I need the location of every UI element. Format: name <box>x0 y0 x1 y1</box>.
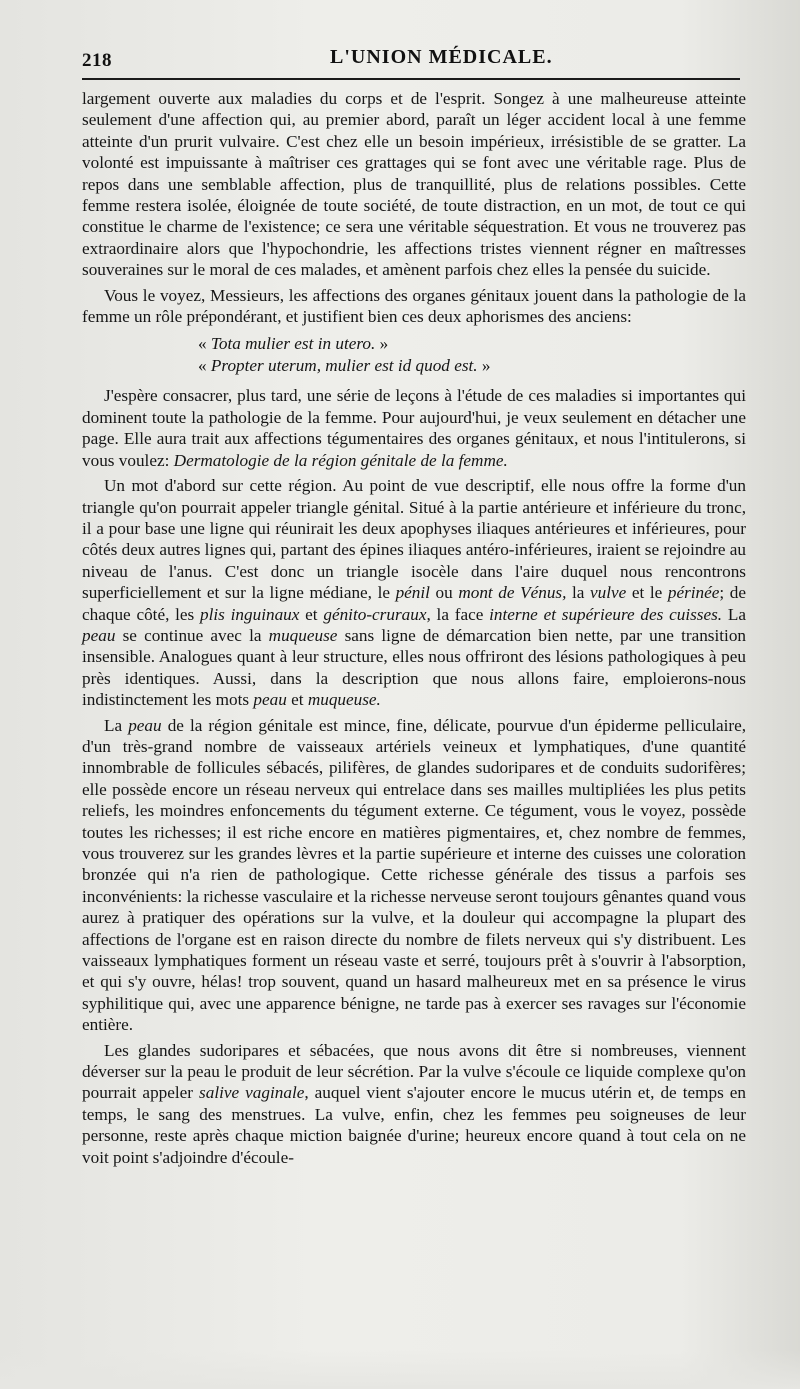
term-genito-cruraux: génito-cruraux <box>323 604 427 624</box>
quote-open-mark: « <box>198 356 207 376</box>
text-run: la <box>572 583 585 603</box>
aphorism-2-text: Propter uterum, mulier est id quod est. <box>210 356 478 376</box>
text-run: de la région génitale est mince, fine, délicate, pourvue d'un épiderme pelliculaire, d'un très-grand nombre de vaisseaux artériels veineux et lymphatiques, d'une quantité innombrable de follicules sébacés, pilifères, de glandes sudoripares et de conduits sudorifères; elle possède encore un réseau nerveux qui entrelace dans ses mailles multipliées les plus petits reliefs, les moindres enfoncements du tégument externe. Ce tégument, vous le voyez, possède toutes les richesses; il est riche encore en matières pigmentaires, et, chez nombre de femmes, vous trouverez sur les grandes lèvres et la partie supérieure et interne des cuisses une coloration bronzée qui n'a rien de pathologique. Cette richesse générale des tissus a parfois ses inconvénients: la richesse vasculaire et la richesse nerveuse seront toujours gênantes quand vous aurez à pratiquer des opérations sur la vulve, et la douleur qui accompagne la plupart des affections de l'organe est en raison directe du nombre de filets nerveux qui s'y distribuent. Les vaisseaux lymphatiques forment un réseau vaste et serré, toujours prêt à s'ouvrir à l'absorption, et qui s'y ouvre, hélas! trop souvent, quand un hasard malheureux met en sa présence le virus syphilitique qui, avec une apparence bénigne, ne tarde pas à exercer ses ravages sur l'économie entière. <box>82 715 747 1035</box>
aphorism-2 <box>198 355 746 377</box>
quote-close-mark: » <box>379 334 389 354</box>
text-run: ou <box>435 583 453 603</box>
paragraph-2: Vous le voyez, Messieurs, les affections des organes génitaux jouent dans la pathologie de la femme un rôle prépondérant, et justifient bien ces deux aphorismes des anciens: <box>82 285 746 327</box>
paragraph-4 <box>82 475 746 710</box>
term-penil: pénil <box>395 583 430 603</box>
aphorisms-quote <box>198 333 746 377</box>
paragraph-3-text: J'espère consacrer, plus tard, une série de leçons à l'étude de ces maladies si importantes qui dominent toute la pathologie de la femme. Pour aujourd'hui, je veux seulement en détacher une page. Elle aura trait aux affections tégumentaires des organes génitaux, et nous l'intitulerons, si vous voulez: <box>82 386 746 470</box>
term-mont-de-venus: mont de Vénus, <box>458 583 567 603</box>
text-run: La <box>104 715 123 735</box>
term-face-cuisses: interne et supérieure des cuisses. <box>489 604 723 624</box>
text-run: et le <box>631 583 663 603</box>
aphorism-1 <box>198 333 746 355</box>
page-bottom-edge <box>0 1350 800 1389</box>
text-run: Un mot d'abord sur cette région. Au point de vue descriptif, elle nous offre la forme d'un triangle qu'on pourrait appeler triangle génital. Situé à la partie antérieure et inférieure du tronc, il a pour base une ligne qui réunirait les deux apophyses iliaques antérieures et inférieures, pour côtés deux autres lignes qui, partant des épines iliaques antéro-inférieures, iraient se rejoindre au niveau de l'anus. C'est donc un triangle isocèle dans l'aire duquel nous rencontrons superficiellement et sur la ligne médiane, le <box>82 476 746 603</box>
term-peau: peau <box>253 690 287 710</box>
aphorism-1-text: Tota mulier est in utero. <box>210 334 376 354</box>
quote-open-mark: « <box>198 334 207 354</box>
text-run: , auquel vient s'ajouter encore le mucus utérin et, de temps en temps, le sang des menstrues. La vulve, enfin, chez les femmes peu soigneuses de leur personne, reste après chaque miction baignée d'urine; heureux encore quand à tout cela on ne voit point s'adjoindre d'écoule- <box>82 1083 747 1167</box>
paragraph-1: largement ouverte aux maladies du corps et de l'esprit. Songez à une malheureuse atteinte seulement d'une affection qui, au premier abord, paraît un léger accident local à une femme atteinte d'un prurit vulvaire. C'est chez elle un besoin impérieux, irrésistible de se gratter. La volonté est impuissante à maîtriser ces grattages qui se font avec une véritable rage. Plus de repos dans une semblable affection, plus de tranquillité, plus de relations possibles. Cette femme restera isolée, éloignée de toute société, de toute distraction, en un mot, de tout ce qui constitue le charme de l'existence; ce sera une véritable séquestration. Et vous ne trouverez pas extraordinaire alors que l'hypochondrie, les affections tristes viennent régner en maîtresses souveraines sur le moral de ces malades, et amènent parfois chez elles la pensée du suicide. <box>82 89 746 280</box>
text-run: et <box>291 690 304 710</box>
term-plis-inguinaux: plis inguinaux <box>200 604 300 624</box>
article-body <box>82 88 746 1168</box>
term-muqueuse: muqueuse <box>268 625 338 645</box>
text-run: sans ligne de démarcation bien nette, par une transition insensible. Analogues quant à leur structure, elles nous offriront des lésions pathologiques à peu près identiques. Aussi, dans la description que nous allons faire, emploierons-nous indistinctement les mots <box>82 625 747 710</box>
text-run: La <box>727 604 747 624</box>
page-header <box>80 44 740 76</box>
page-number: 218 <box>82 50 112 71</box>
quote-close-mark: » <box>481 356 491 376</box>
text-run: se continue avec la <box>122 625 262 645</box>
term-salive-vaginale: salive vaginale <box>199 1083 305 1103</box>
paragraph-6 <box>82 1040 746 1168</box>
header-rule <box>82 78 740 80</box>
text-run: et <box>305 604 318 624</box>
lesson-title: Dermatologie de la région génitale de la femme. <box>173 450 508 470</box>
term-peau: peau <box>82 625 116 645</box>
term-vulve: vulve <box>590 583 627 603</box>
term-perinee: périnée <box>667 583 720 603</box>
paragraph-5 <box>82 715 746 1036</box>
paragraph-3 <box>82 385 746 471</box>
running-title: L'UNION MÉDICALE. <box>330 46 553 68</box>
text-run: ; de chaque côté, les <box>82 583 746 624</box>
term-peau: peau <box>128 715 162 735</box>
term-muqueuse: muqueuse. <box>307 690 381 710</box>
text-run: Les glandes sudoripares et sébacées, que nous avons dit être si nombreuses, viennent déverser sur la peau le produit de leur sécrétion. Par la vulve s'écoule ce liquide complexe qu'on pourrait appeler <box>82 1040 746 1103</box>
text-run: , la face <box>426 604 484 624</box>
